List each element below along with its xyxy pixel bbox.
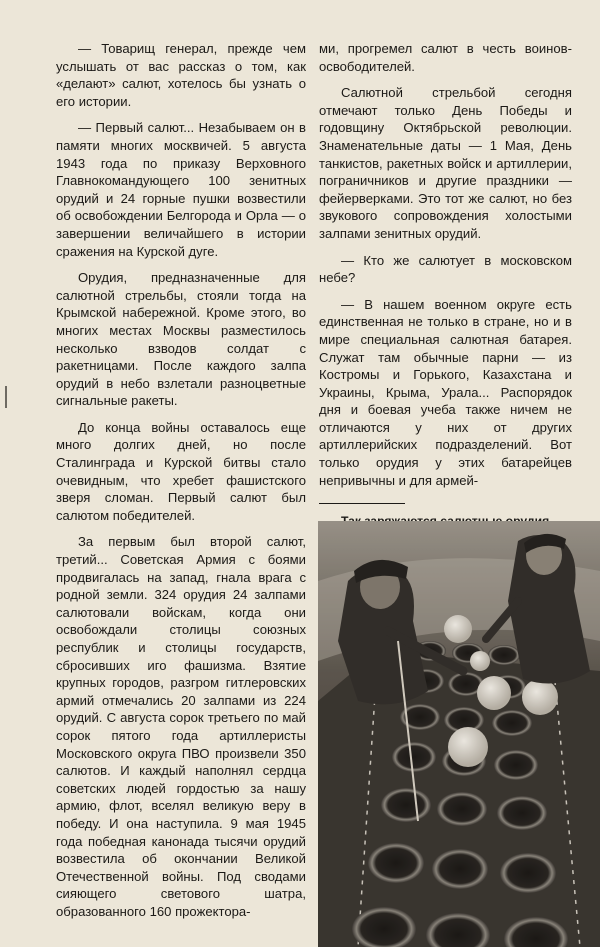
- paragraph: Орудия, предназначенные для салютной стрельбы, стояли тогда на Крымской набережной. Кроме этого, во многих местах Москвы разместилось несколько взводов солдат с ракетницами. После каждого залпа орудий в небо взлетали разноцветные сигнальные ракеты.: [56, 270, 306, 409]
- paragraph: — Кто же салютует в московском небе?: [319, 252, 572, 286]
- caption-rule: [319, 503, 405, 504]
- paragraph: До конца войны оставалось еще много долгих дней, но после Сталинграда и Курской битвы стало очевидным, что хребет фашистского зверя сломан. Первый салют был салютом победителей.: [56, 419, 306, 523]
- paragraph: ми, прогремел салют в честь воинов-освободителей.: [319, 41, 572, 74]
- paragraph: — Товарищ генерал, прежде чем услышать от вас рассказ о том, как «делают» салют, хотелось бы узнать о его истории.: [56, 41, 306, 109]
- photo-soldiers-loading-mortars: [318, 521, 600, 947]
- paragraph: — В нашем военном округе есть единственная не только в стране, но и в мире специальная салютная батарея. Служат там обычные парни — из Костромы и Горького, Казахстана и Украины, Крыма, Урала... Распорядок дня и боевая учеба также ничем не отличаются у них от других артиллерийских подразделений. Вот только орудия у этих батарейцев непривычны и для армей-: [319, 296, 572, 488]
- left-text-column: [56, 40, 306, 930]
- paragraph: За первым был второй салют, третий... Советская Армия с боями продвигалась на запад, гнала врага с родной земли. 324 орудия 24 залпами салютовали войскам, когда они освобождали столицы союзных республик и столицы государств, сбросивших иго фашизма. Взятие крупных городов, разгром гитлеровских армий отмечались 20 залпами из 224 орудий. С августа сорок третьего по май сорок пятого года артиллеристы Московского округа ПВО произвели 350 салютов. И каждый наполнял сердца советских людей гордостью за нашу армию, флот, вселял великую веру в победу. И она наступила. 9 мая 1945 года победная канонада тысячи орудий возвестила об окончании Великой Отечественной войны. Под сводами сияющего светового шатра, образованного 160 прожектора-: [56, 534, 306, 919]
- right-text-column: [319, 40, 572, 554]
- scan-edge-mark: [5, 386, 7, 408]
- paragraph: — Первый салют... Незабываем он в памяти многих москвичей. 5 августа 1943 года по приказу Верховного Главнокомандующего 100 зенитных орудий и 24 горные пушки возвестили об освобождении Белгорода и Орла — о завершении величайшего в истории сражения на Курской дуге.: [56, 120, 306, 259]
- paragraph: Салютной стрельбой сегодня отмечают только День Победы и годовщину Октябрьской революции. Знаменательные даты — 1 Мая, День танкистов, ракетных войск и артиллерии, пограничников и другие праздники — фейерверками. Это тот же салют, но без звукового сопровождения холостыми залпами зенитных орудий.: [319, 85, 572, 241]
